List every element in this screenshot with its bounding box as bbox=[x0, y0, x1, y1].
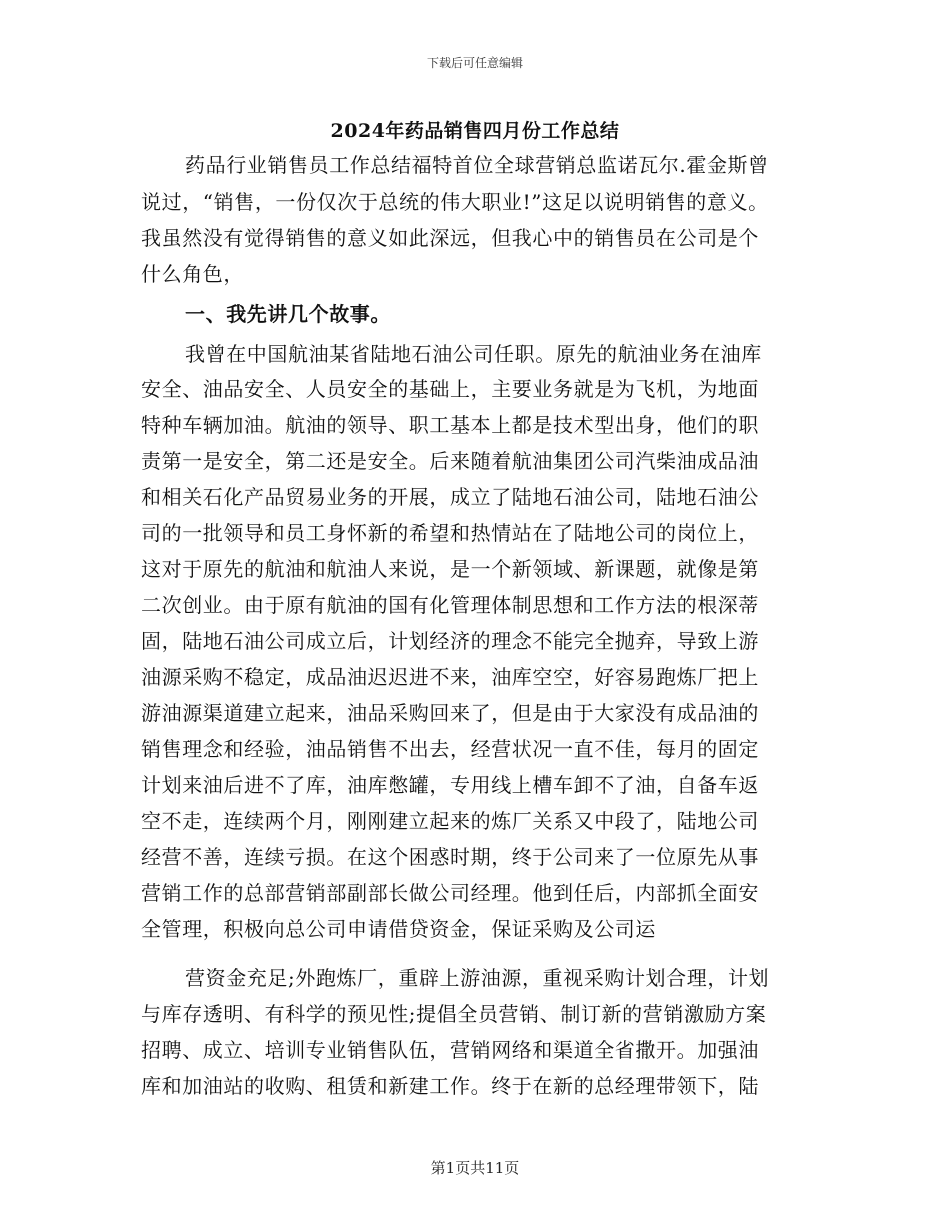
paragraph-line: 计划来油后进不了库，油库憋罐，专用线上槽车卸不了油，自备车返 bbox=[141, 773, 759, 797]
paragraph-line: 全管理，积极向总公司申请借贷资金，保证采购及公司运 bbox=[141, 917, 656, 941]
paragraph-line: 库和加油站的收购、租赁和新建工作。终于在新的总经理带领下，陆 bbox=[141, 1074, 759, 1098]
paragraph-line: 营销工作的总部营销部副部长做公司经理。他到任后，内部抓全面安 bbox=[141, 881, 759, 905]
paragraph-line: 司的一批领导和员工身怀新的希望和热情站在了陆地公司的岗位上， bbox=[141, 521, 759, 545]
document-title: 2024年药品销售四月份工作总结 bbox=[330, 120, 620, 142]
paragraph-line: 特种车辆加油。航油的领导、职工基本上都是技术型出身，他们的职 bbox=[141, 413, 759, 437]
page-footer: 第1页共11页 bbox=[430, 1159, 520, 1177]
paragraph-line: 营资金充足;外跑炼厂，重辟上游油源，重视采购计划合理，计划 bbox=[185, 966, 770, 990]
paragraph-line: 油源采购不稳定，成品油迟迟进不来，油库空空，好容易跑炼厂把上 bbox=[141, 665, 759, 689]
paragraph-line: 和相关石化产品贸易业务的开展，成立了陆地石油公司，陆地石油公 bbox=[141, 485, 759, 509]
paragraph-line: 销售理念和经验，油品销售不出去，经营状况一直不佳，每月的固定 bbox=[141, 737, 759, 761]
paragraph-line: 我曾在中国航油某省陆地石油公司任职。原先的航油业务在油库 bbox=[185, 342, 762, 366]
paragraph-line: 说过，“销售，一份仅次于总统的伟大职业!”这足以说明销售的意义。 bbox=[141, 190, 769, 214]
section-heading: 一、我先讲几个故事。 bbox=[185, 302, 391, 326]
paragraph-line: 责第一是安全，第二还是安全。后来随着航油集团公司汽柴油成品油 bbox=[141, 449, 759, 473]
paragraph-line: 安全、油品安全、人员安全的基础上，主要业务就是为飞机，为地面 bbox=[141, 377, 759, 401]
paragraph-line: 经营不善，连续亏损。在这个困惑时期，终于公司来了一位原先从事 bbox=[141, 845, 759, 869]
paragraph-line: 药品行业销售员工作总结福特首位全球营销总监诺瓦尔.霍金斯曾 bbox=[185, 153, 769, 177]
paragraph-line: 空不走，连续两个月，刚刚建立起来的炼厂关系又中段了，陆地公司 bbox=[141, 809, 759, 833]
paragraph-line: 招聘、成立、培训专业销售队伍，营销网络和渠道全省撒开。加强油 bbox=[141, 1038, 759, 1062]
paragraph-line: 这对于原先的航油和航油人来说，是一个新领域、新课题，就像是第 bbox=[141, 557, 759, 581]
paragraph-line: 什么角色， bbox=[141, 262, 244, 286]
paragraph-line: 二次创业。由于原有航油的国有化管理体制思想和工作方法的根深蒂 bbox=[141, 593, 759, 617]
paragraph-line: 游油源渠道建立起来，油品采购回来了，但是由于大家没有成品油的 bbox=[141, 701, 759, 725]
page-header: 下载后可任意编辑 bbox=[426, 56, 523, 70]
paragraph-line: 固，陆地石油公司成立后，计划经济的理念不能完全抛弃，导致上游 bbox=[141, 629, 759, 653]
paragraph-line: 我虽然没有觉得销售的意义如此深远，但我心中的销售员在公司是个 bbox=[141, 226, 759, 250]
paragraph-line: 与库存透明、有科学的预见性;提倡全员营销、制订新的营销激励方案 bbox=[141, 1002, 767, 1026]
